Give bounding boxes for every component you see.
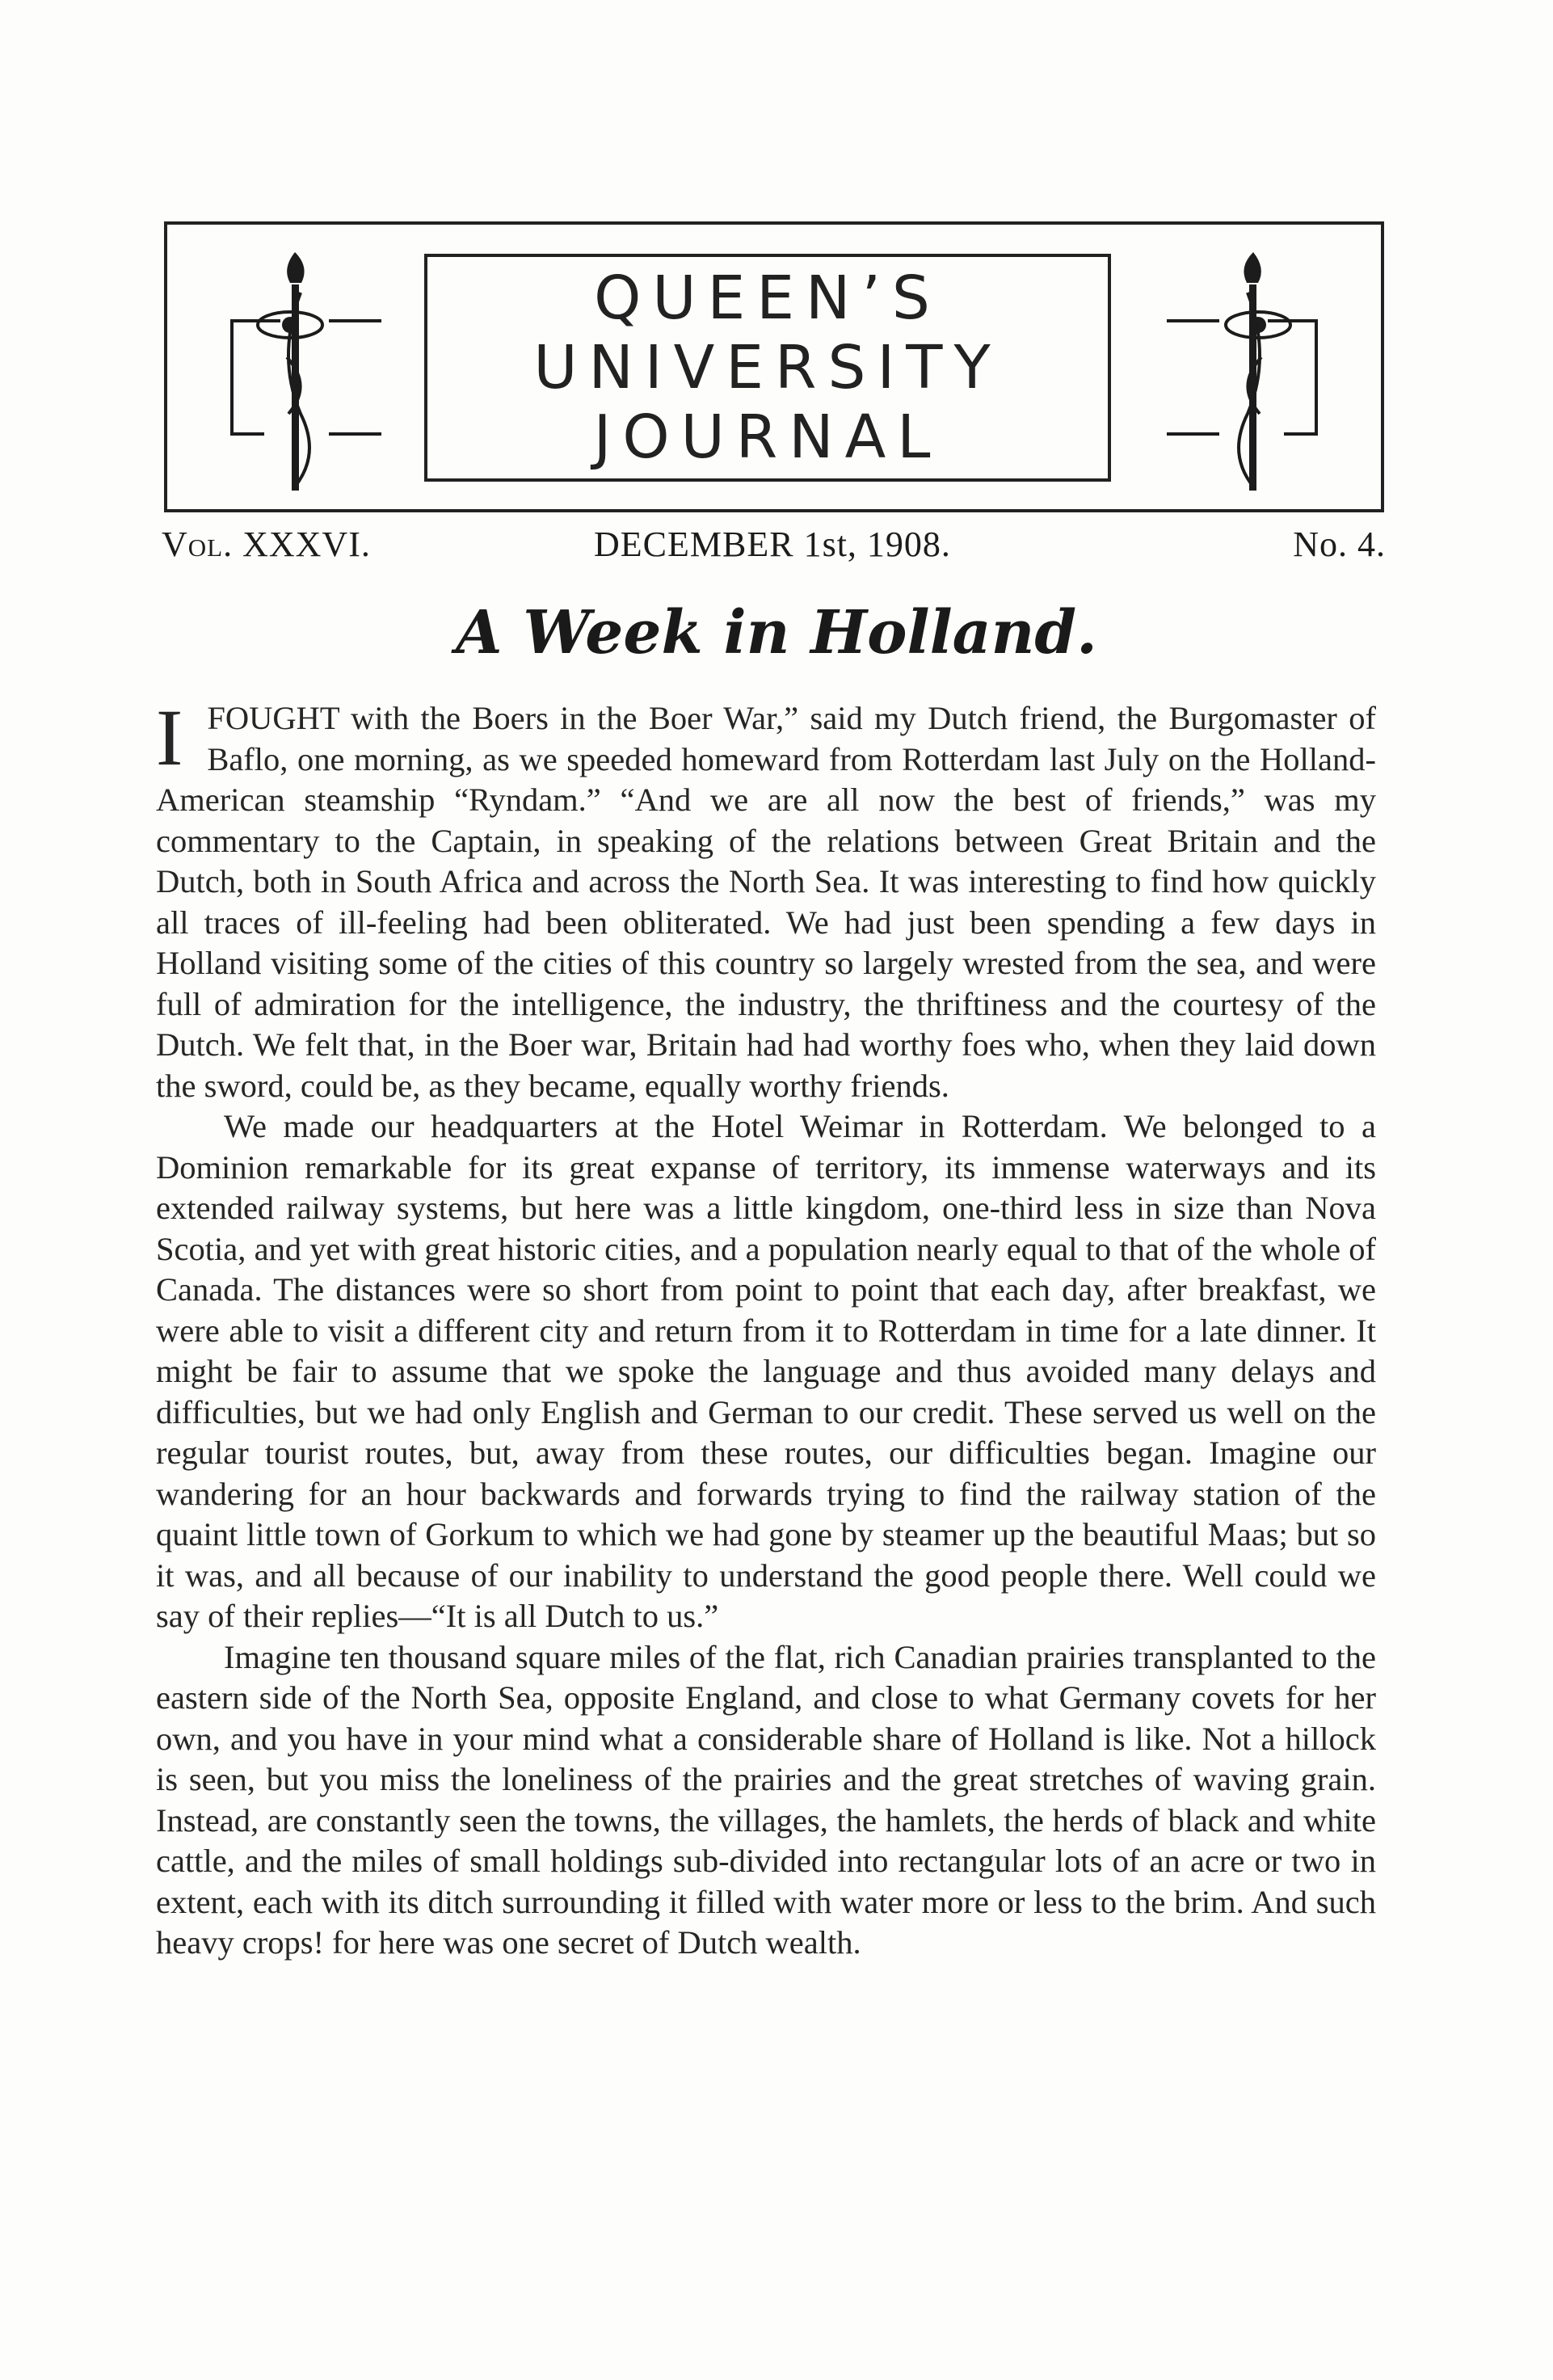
volume-label: Vol. XXXVI. [162,524,371,564]
journal-title-line-3: JOURNAL [593,402,942,472]
journal-title-line-1: QUEEN’S [594,263,941,333]
journal-masthead [164,221,1384,512]
paragraph-2: We made our headquarters at the Hotel Weimar in Rotterdam. We belonged to a Dominion remarkable for its great expanse of territory, its immense waterways and its extended railway systems, but here was a little kingdom, one-third less in size than Nova Scotia, and yet with great historic cities, and a population nearly equal to that of the whole of Canada. The distances were so short from point to point that each day, after breakfast, we were able to visit a different city and return from it to Rotterdam in time for a late dinner. It might be fair to assume that we spoke the language and thus avoided many delays and difficulties, but we had only English and German to our credit. These served us well on the regular tourist routes, but, away from these routes, our difficulties began. Imagine our wandering for an hour backwards and forwards trying to find the railway station of the quaint little town of Gorkum to which we had gone by steamer up the beautiful Maas; but so it was, and all because of our inability to understand the good people there. Well could we say of their replies—“It is all Dutch to us.” [156,1108,1376,1634]
torch-ornament-icon [200,244,385,495]
paragraph-3: Imagine ten thousand square miles of the flat, rich Canadian prairies transplanted to the eastern side of the North Sea, opposite England, and close to what Germany covets for her own, and you have in your mind what a considerable share of Holland is like. Not a hillock is seen, but you miss the loneliness of the prairies and the great stretches of waving grain. Instead, are constantly seen the towns, the villages, the hamlets, the herds of black and white cattle, and the miles of small holdings sub-divided into rectangular lots of an acre or two in extent, each with its ditch surrounding it filled with water more or less to the brim. And such heavy crops! for here was one secret of Dutch wealth. [156,1638,1376,1961]
article-body [156,693,1376,1964]
drop-cap: I [156,693,183,782]
paragraph-1 [156,693,1376,1106]
journal-title-line-2: UNIVERSITY [533,333,1002,402]
paragraph-1-text: FOUGHT with the Boers in the Boer War,” said my Dutch friend, the Burgomaster of Baflo, one morning, as we speeded homeward from Rotterdam last July on the Holland-American steamship “Ryndam.” “And we are all now the best of friends,” was my commentary to the Captain, in speaking of the relations between Great Britain and the Dutch, both in South Africa and across the North Sea. It was interesting to find how quickly all traces of ill-feeling had been obliterated. We had just been spending a few days in Holland visiting some of the cities of this country so largely wrested from the sea, and were full of admiration for the intelligence, the industry, the thriftiness and the courtesy of the Dutch. We felt that, in the Boer war, Britain had had worthy foes who, when they laid down the sword, could be, as they became, equally worthy friends. [156,700,1376,1104]
issue-date: DECEMBER 1st, 1908. [594,524,951,564]
torch-ornament-icon [1163,244,1349,495]
journal-title [424,254,1111,482]
article-title: A Week in Holland. [456,598,1097,668]
issue-number: No. 4. [1293,524,1386,564]
issue-info [162,524,1386,572]
